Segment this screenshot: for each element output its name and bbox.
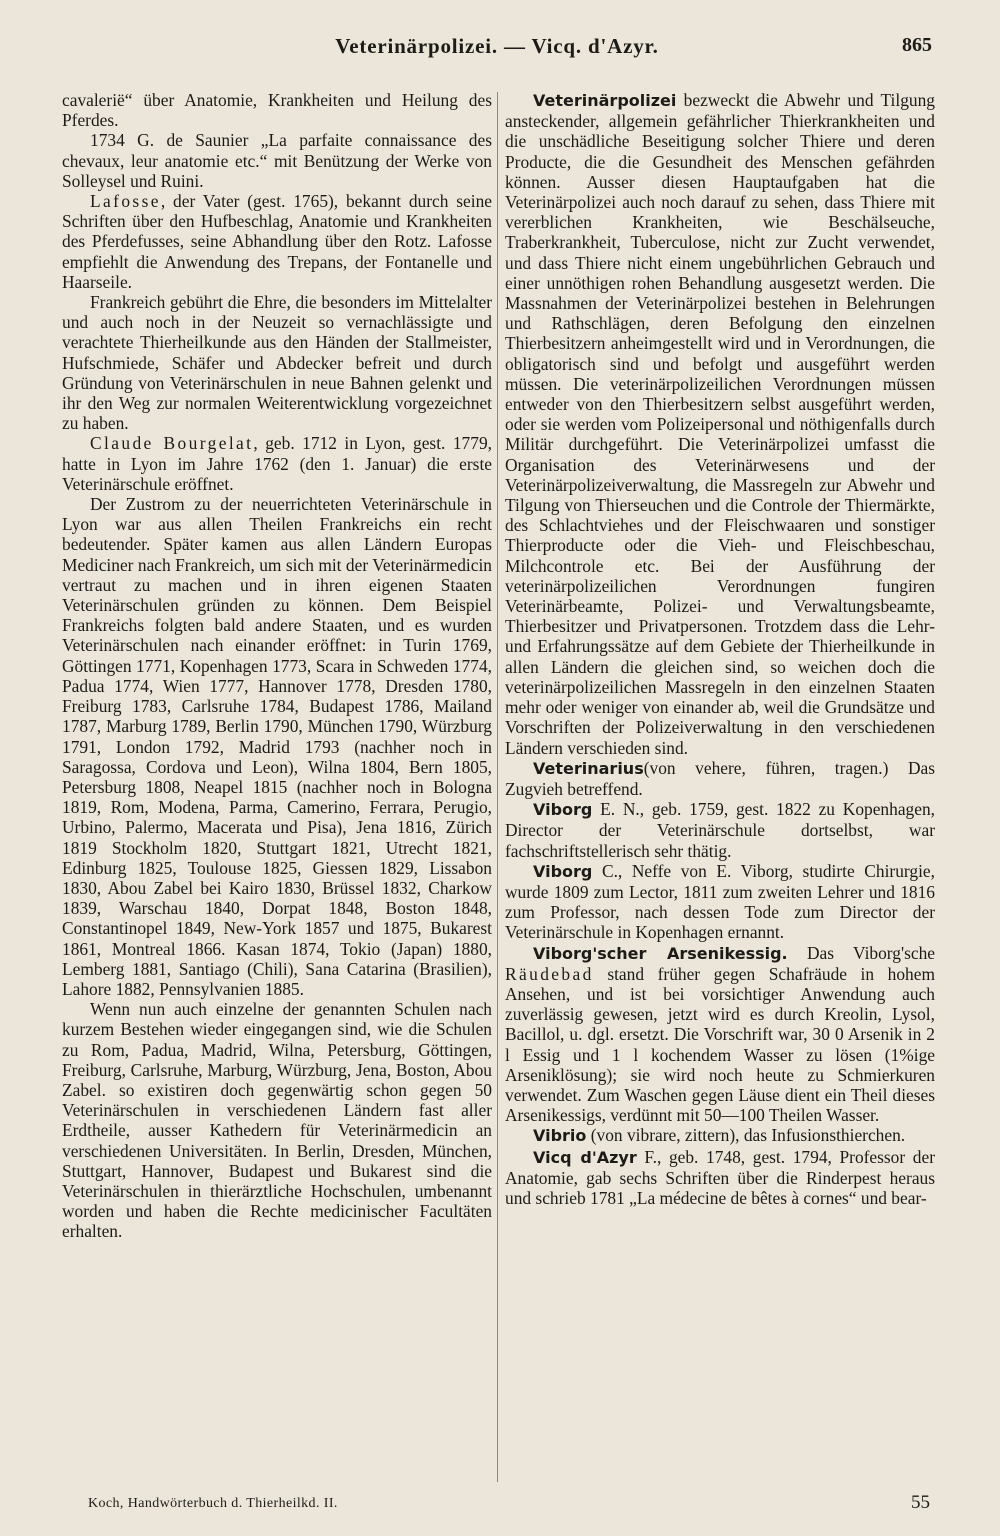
entry-text: stand früher gegen Schafräude in hohem Ansehen, und ist bei vorsichtiger Anwendung auch zuverlässig gewesen, jetzt wird es durch Kreolin, Lysol, Bacillol, u. dgl. ersetzt. Die Vorschrift war, 30 0 Arsenik in 2 l Essig und 1 l kochendem Wasser zu lösen (1%ige Arseniklösung); sie wird noch heute zu Schmierkuren verwendet. Zum Waschen gegen Läuse dient ein Theil dieses Arsenikessigs, verdünnt mit 50—100 Theilen Wasser. (505, 963, 935, 1126)
entry-viborg-en (505, 799, 935, 861)
right-column (505, 90, 935, 1208)
person-name-bourgelat: Claude Bourgelat (90, 433, 254, 454)
paragraph-text: , geb. 1712 in Lyon, gest. 1779, hatte in Lyon im Jahre 1762 (den 1. Januar) die erste Veterinärschule eröffnet. (62, 433, 492, 494)
paragraph-lafosse (62, 191, 492, 292)
spaced-term: Räudebad (505, 963, 594, 984)
entry-text: F., geb. 1748, gest. 1794, Professor der Anatomie, gab sechs Schriften über die Rinderpest heraus und schrieb 1781 „La médecine de bêtes à cornes“ und bear- (505, 1146, 935, 1208)
entry-viborg-c (505, 861, 935, 943)
left-column (62, 90, 492, 1242)
entry-vibrio (505, 1125, 935, 1146)
footer-citation: Koch, Handwörterbuch d. Thierheilkd. II. (88, 1496, 338, 1511)
paragraph-frankreich: Frankreich gebührt die Ehre, die besonders im Mittelalter und auch noch in der Neuzeit so vernachlässigte und verachtete Thierheilkunde aus den Händen der Stallmeister, Hufschmiede, Schäfer und Abdecker befreit und durch Gründung von Veterinärschulen in neue Bahnen gelenkt und ihr den Weg zur normalen Weiterentwicklung vorgezeichnet zu haben. (62, 292, 492, 434)
entry-headword: Viborg (533, 800, 593, 820)
paragraph-closing: Wenn nun auch einzelne der genannten Schulen nach kurzem Bestehen wieder eingegangen sind, wie die Schulen zu Rom, Padua, Madrid, Wilna, Petersburg, Göttingen, Freiburg, Carlsruhe, Marburg, Würzburg, Jena, Boston, Abou Zabel. so existiren doch gegenwärtig schon gegen 50 Veterinärschulen in verschiedenen Ländern fast aller Erdtheile, ausser Kathedern für Veterinärmedicin an verschiedenen Universitäten. In Berlin, Dresden, München, Stuttgart, Hannover, Budapest und Bukarest sind die Veterinärschulen in thierärztliche Hochschulen, umbenannt worden und haben die Rechte medicinischer Facultäten erhalten. (62, 999, 492, 1242)
entry-headword: Veterinärpolizei (533, 91, 677, 110)
entry-vicq-dazyr (505, 1147, 935, 1209)
page-footer (62, 1492, 932, 1518)
entry-text: C., Neffe von E. Viborg, studirte Chirurgie, wurde 1809 zum Lector, 1811 zum zweiten Lehrer und 1816 zum Professor, nach dessen Tode zum Director der Veterinärschule in Kopenhagen ernannt. (505, 860, 935, 943)
signature-mark: 55 (911, 1492, 930, 1513)
entry-veterinaerpolizei (505, 90, 935, 758)
entry-text: E. N., geb. 1759, gest. 1822 zu Kopenhagen, Director der Veterinärschule dortselbst, war fachschriftstellerisch sehr thätig. (505, 799, 935, 861)
entry-arsenikessig (505, 943, 935, 1126)
entry-headword: Viborg (533, 861, 593, 881)
person-name-lafosse: Lafosse (90, 191, 161, 212)
running-title: Veterinärpolizei. — Vicq. d'Azyr. (335, 34, 659, 58)
entry-headword: Vicq d'Azyr (533, 1147, 637, 1167)
paragraph-schools-list: Der Zustrom zu der neuerrichteten Veterinärschule in Lyon war aus allen Theilen Frankreichs ein recht bedeutender. Später kamen aus allen Ländern Europas Mediciner nach Frankreich, um sich mit der Veterinärmedicin vertraut zu machen und in ihren eigenen Staaten Veterinärschulen gründen zu können. Dem Beispiel Frankreichs folgten bald andere Staaten, und es wurden Veterinärschulen nach einander eröffnet: in Turin 1769, Göttingen 1771, Kopenhagen 1773, Scara in Schweden 1774, Padua 1774, Wien 1777, Hannover 1778, Dresden 1780, Freiburg 1783, Carlsruhe 1784, Budapest 1786, Mailand 1787, Marburg 1789, Berlin 1790, München 1790, Würzburg 1791, London 1792, Madrid 1793 (nachher noch in Saragossa, Cordova und Leon), Wilna 1804, Bern 1805, Petersburg 1808, Neapel 1815 (nachher noch in Bologna 1819, Rom, Modena, Parma, Camerino, Ferrara, Perugio, Urbino, Palermo, Macerata und Pisa), Jena 1816, Zürich 1819 Stockholm 1820, Stuttgart 1821, Utrecht 1821, Edinburg 1825, Toulouse 1825, Giessen 1829, Lissabon 1830, Abou Zabel bei Kairo 1830, Brüssel 1832, Charkow 1839, Warschau 1840, Dorpat 1848, Boston 1848, Constantinopel 1849, New-York 1857 und 1875, Bukarest 1861, Montreal 1866. Kasan 1874, Tokio (Japan) 1880, Lemberg 1881, Santiago (Chili), Sana Catarina (Brasilien), Lahore 1882, Pennsylvanien 1885. (62, 494, 492, 999)
entry-text: bezweckt die Abwehr und Tilgung ansteckender, allgemein gefährlicher Thierkrankheiten und die unschädliche Beseitigung solcher Thiere und deren Producte, die die Gesundheit des Menschen gefährden können. Ausser diesen Hauptaufgaben hat die Veterinärpolizei auch noch darauf zu sehen, dass Thiere mit vererblichen Krankheiten, wie Beschälseuche, Traberkrankheit, Tuberculose, nicht zur Zucht verwendet, und dass Thiere nicht einem ungebührlichen Gebrauch und einer unnöthigen rohen Behandlung ausgesetzt werden. Die Massnahmen der Veterinärpolizei bestehen in Belehrungen und Rathschlägen, deren Befolgung den einzelnen Thierbesitzern anheimgestellt wird und in Verordnungen, die obligatorisch sind und befolgt und ausgeführt werden müssen. Die veterinärpolizeilichen Verordnungen müssen entweder von den Thierbesitzern selbst ausgeführt werden, oder sie werden vom Polizeipersonal und nöthigenfalls durch Militär durchgeführt. Die Veterinärpolizei umfasst die Organisation des Veterinärwesens und der Veterinärpolizeiverwaltung, die Massregeln zur Abwehr und Tilgung von Thierseuchen und die Controle der Thiermärkte, des Schlachtviehes und der Fleischwaaren und sonstiger Thierproducte oder die Vieh- und Fleischbeschau, Milchcontrole etc. Bei der Ausführung der veterinärpolizeilichen Verordnungen fungiren Veterinärbeamte, Polizei- und Verwaltungsbeamte, Thierbesitzer und Privatpersonen. Trotzdem dass die Lehr- und Erfahrungssätze auf dem Gebiete der Thierheilkunde in allen Ländern die gleichen sind, so weichen doch die veterinärpolizeilichen Massregeln in den einzelnen Staaten mehr oder weniger von einander ab, weil die Grundsätze und Vorschriften der Polizeiverwaltung in den verschiedenen Ländern verschieden sind. (505, 90, 935, 758)
entry-text: Das Viborg'sche (787, 942, 935, 963)
entry-headword: Vibrio (533, 1126, 587, 1146)
entry-veterinarius (505, 758, 935, 799)
paragraph-bourgelat (62, 433, 492, 494)
running-header (62, 34, 932, 66)
paragraph-text: , der Vater (gest. 1765), bekannt durch seine Schriften über den Hufbeschlag, Anatomie und Krankheiten des Pferdefusses, seine Abhandlung über den Rotz. Lafosse empfiehlt die Anwendung des Trepans, der Fontanelle und Haarseile. (62, 191, 492, 292)
paragraph-saunier: 1734 G. de Saunier „La parfaite connaissance des chevaux, leur anatomie etc.“ mit Benützung der Werke von Solleysel und Ruini. (62, 130, 492, 191)
entry-headword: Viborg'scher Arsenikessig. (533, 943, 788, 963)
entry-text: (von vehere, führen, tragen.) Das Zugvieh betreffend. (505, 757, 935, 799)
entry-text: (von vibrare, zittern), das Infusionsthierchen. (586, 1125, 906, 1146)
entry-headword: Veterinarius (533, 758, 644, 778)
paragraph-continuation: cavalerië“ über Anatomie, Krankheiten und Heilung des Pferdes. (62, 90, 492, 131)
page-number: 865 (902, 34, 932, 56)
column-divider (497, 92, 498, 1482)
